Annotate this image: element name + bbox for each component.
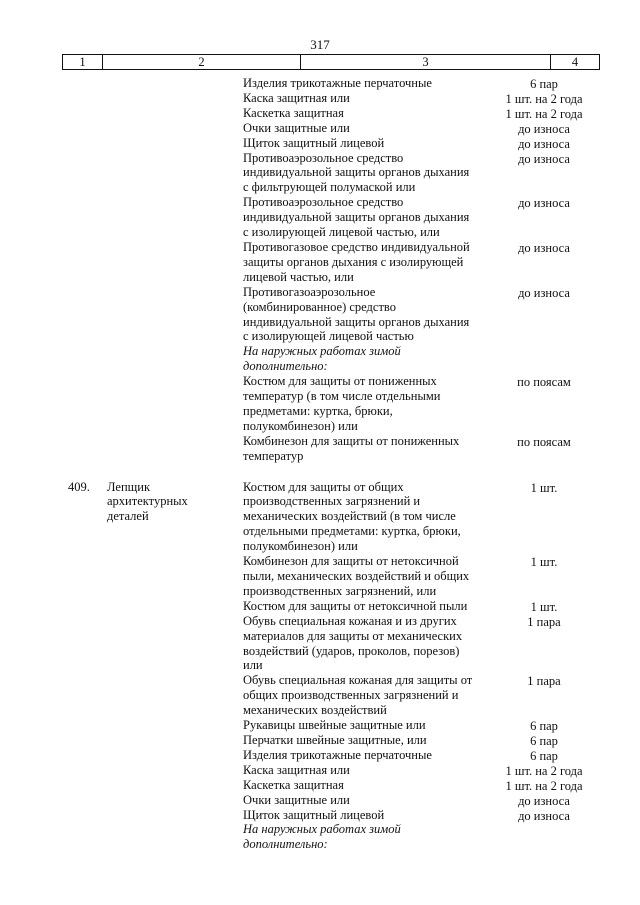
section-note-line: На наружных работах зимой — [243, 822, 401, 837]
issue-norm: 1 пара — [527, 614, 561, 629]
ppe-item-line: материалов для защиты от механических — [243, 628, 463, 643]
table-row — [0, 240, 640, 285]
issue-norm: до износа — [518, 285, 570, 300]
issue-norm: по поясам — [517, 434, 571, 449]
issue-norm: до износа — [518, 196, 570, 211]
table-row — [0, 778, 640, 793]
ppe-item — [243, 480, 488, 555]
ppe-item — [243, 91, 488, 106]
ppe-item — [243, 718, 488, 733]
ppe-item — [243, 121, 488, 136]
header-col-4: 4 — [550, 55, 600, 69]
profession-name-line: архитектурных — [107, 494, 188, 509]
table-row — [0, 374, 640, 434]
ppe-item-line: защиты органов дыхания с изолирующей — [243, 254, 464, 269]
ppe-item-line: механических воздействий (в том числе — [243, 509, 456, 524]
ppe-item — [243, 748, 488, 763]
table-row — [0, 91, 640, 106]
ppe-item-line: Костюм для защиты от нетоксичной пыли — [243, 598, 468, 613]
table-header — [62, 54, 600, 70]
ppe-item-line: отдельными предметами: куртка, брюки, — [243, 524, 461, 539]
ppe-item-line: Очки защитные или — [243, 792, 350, 807]
ppe-item-line: Щиток защитный лицевой — [243, 135, 385, 150]
ppe-item-line: с изолирующей лицевой частью — [243, 329, 414, 344]
ppe-item-line: пыли, механических воздействий и общих — [243, 569, 470, 583]
ppe-item-line: температур (в том числе отдельными — [243, 389, 441, 404]
ppe-item-line: Каска защитная или — [243, 90, 350, 105]
ppe-item — [243, 136, 488, 151]
section-note-line: дополнительно: — [243, 837, 328, 852]
ppe-item-line: полукомбинезон) или — [243, 418, 358, 433]
table-row — [0, 106, 640, 121]
ppe-item-line: механических воздействий — [243, 703, 387, 718]
ppe-item-line: индивидуальной защиты органов дыхания — [243, 210, 470, 225]
ppe-item-line: полукомбинезон) или — [243, 539, 358, 554]
profession-name-line: Лепщик — [107, 479, 151, 494]
issue-norm: 6 пар — [530, 77, 558, 91]
ppe-item — [243, 763, 488, 778]
ppe-item-line: общих производственных загрязнений и — [243, 688, 459, 703]
ppe-item — [243, 195, 488, 240]
table-row — [0, 76, 640, 91]
issue-norm: до износа — [518, 151, 570, 166]
ppe-item-line: Каскетка защитная — [243, 777, 344, 792]
ppe-item-line: Обувь специальная кожаная для защиты от — [243, 673, 473, 688]
ppe-item-line: производственных загрязнений и — [243, 494, 421, 509]
ppe-item-line: Изделия трикотажные перчаточные — [243, 747, 432, 762]
ppe-item-line: Каскетка защитная — [243, 105, 344, 120]
page-number: 317 — [310, 37, 330, 52]
table-row — [0, 195, 640, 240]
issue-norm: до износа — [518, 240, 570, 255]
ppe-item — [243, 434, 488, 464]
ppe-item — [243, 344, 488, 374]
ppe-item-line: Противогазовое средство индивидуальной — [243, 239, 470, 254]
ppe-item-line: предметами: куртка, брюки, — [243, 403, 393, 418]
issue-norm: 1 пара — [527, 674, 561, 689]
issue-norm: до износа — [518, 136, 570, 151]
ppe-item — [243, 106, 488, 121]
header-col-2: 2 — [102, 55, 300, 69]
ppe-item-line: Щиток защитный лицевой — [243, 807, 385, 822]
ppe-item — [243, 614, 488, 674]
table-row — [0, 793, 640, 808]
table-row — [0, 808, 640, 823]
ppe-item-line: Костюм для защиты от общих — [243, 479, 404, 494]
ppe-item — [243, 808, 488, 823]
ppe-item-line: или — [243, 658, 263, 673]
ppe-item — [243, 599, 488, 614]
ppe-item — [243, 793, 488, 808]
ppe-item-line: с изолирующей лицевой частью, или — [243, 225, 440, 240]
ppe-item-line: Комбинезон для защиты от пониженных — [243, 433, 460, 448]
issue-norm: до износа — [518, 121, 570, 136]
ppe-item-line: Костюм для защиты от пониженных — [243, 374, 437, 389]
table-row — [0, 285, 640, 345]
table-row — [0, 151, 640, 196]
header-col-3: 3 — [300, 55, 550, 69]
ppe-item-line: (комбинированное) средство — [243, 299, 396, 314]
issue-norm: 1 шт. на 2 года — [505, 106, 583, 121]
table-row — [0, 718, 640, 733]
ppe-item — [243, 151, 488, 196]
profession-name-line: деталей — [107, 509, 149, 524]
table-row — [0, 136, 640, 151]
issue-norm: 1 шт. — [530, 480, 558, 495]
ppe-item — [243, 822, 488, 852]
profession-name — [107, 480, 235, 525]
ppe-item — [243, 374, 488, 434]
ppe-item-line: Изделия трикотажные перчаточные — [243, 76, 432, 90]
ppe-item — [243, 733, 488, 748]
table-row — [0, 673, 640, 718]
ppe-item-line: Противоаэрозольное средство — [243, 150, 404, 165]
ppe-item — [243, 76, 488, 91]
ppe-item-line: Перчатки швейные защитные, или — [243, 732, 427, 747]
table-row — [0, 614, 640, 674]
item-number: 409. — [68, 479, 90, 494]
ppe-item-line: Каска защитная или — [243, 762, 350, 777]
ppe-item — [243, 778, 488, 793]
ppe-item-line: производственных загрязнений, или — [243, 583, 437, 598]
issue-norm: по поясам — [517, 375, 571, 390]
ppe-item-line: с фильтрующей полумаской или — [243, 180, 416, 195]
ppe-item-line: Противогазоаэрозольное — [243, 284, 376, 299]
table-row — [0, 434, 640, 464]
issue-norm: 1 шт. на 2 года — [505, 778, 583, 793]
header-col-1: 1 — [62, 55, 102, 69]
table-row — [0, 554, 640, 599]
section-note-line: дополнительно: — [243, 359, 328, 374]
issue-norm: до износа — [518, 793, 570, 808]
table-row — [0, 480, 640, 555]
ppe-item-line: воздействий (ударов, проколов, порезов) — [243, 643, 460, 658]
issue-norm: 1 шт. — [530, 599, 558, 614]
ppe-item-line: Очки защитные или — [243, 120, 350, 135]
ppe-item-line: Противоаэрозольное средство — [243, 195, 404, 210]
ppe-item-line: лицевой частью, или — [243, 269, 354, 284]
ppe-item-line: Комбинезон для защиты от нетоксичной — [243, 554, 459, 569]
issue-norm: 6 пар — [530, 733, 558, 748]
ppe-item-line: индивидуальной защиты органов дыхания — [243, 314, 470, 329]
ppe-item — [243, 240, 488, 285]
table-body — [0, 76, 640, 852]
table-row — [0, 344, 640, 374]
ppe-item — [243, 673, 488, 718]
ppe-item — [243, 554, 488, 599]
issue-norm: до износа — [518, 808, 570, 823]
table-row — [0, 121, 640, 136]
ppe-item-line: температур — [243, 448, 304, 463]
issue-norm: 1 шт. на 2 года — [505, 91, 583, 106]
issue-norm: 6 пар — [530, 719, 558, 734]
ppe-item-line: Рукавицы швейные защитные или — [243, 718, 426, 733]
ppe-item — [243, 285, 488, 345]
section-note-line: На наружных работах зимой — [243, 344, 401, 359]
table-row — [0, 822, 640, 852]
table-row — [0, 763, 640, 778]
ppe-item-line: Обувь специальная кожаная и из других — [243, 613, 457, 628]
issue-norm: 6 пар — [530, 748, 558, 763]
table-row — [0, 748, 640, 763]
issue-norm: 1 шт. — [530, 555, 558, 570]
table-row — [0, 599, 640, 614]
issue-norm: 1 шт. на 2 года — [505, 763, 583, 778]
table-row — [0, 733, 640, 748]
ppe-item-line: индивидуальной защиты органов дыхания — [243, 165, 470, 180]
